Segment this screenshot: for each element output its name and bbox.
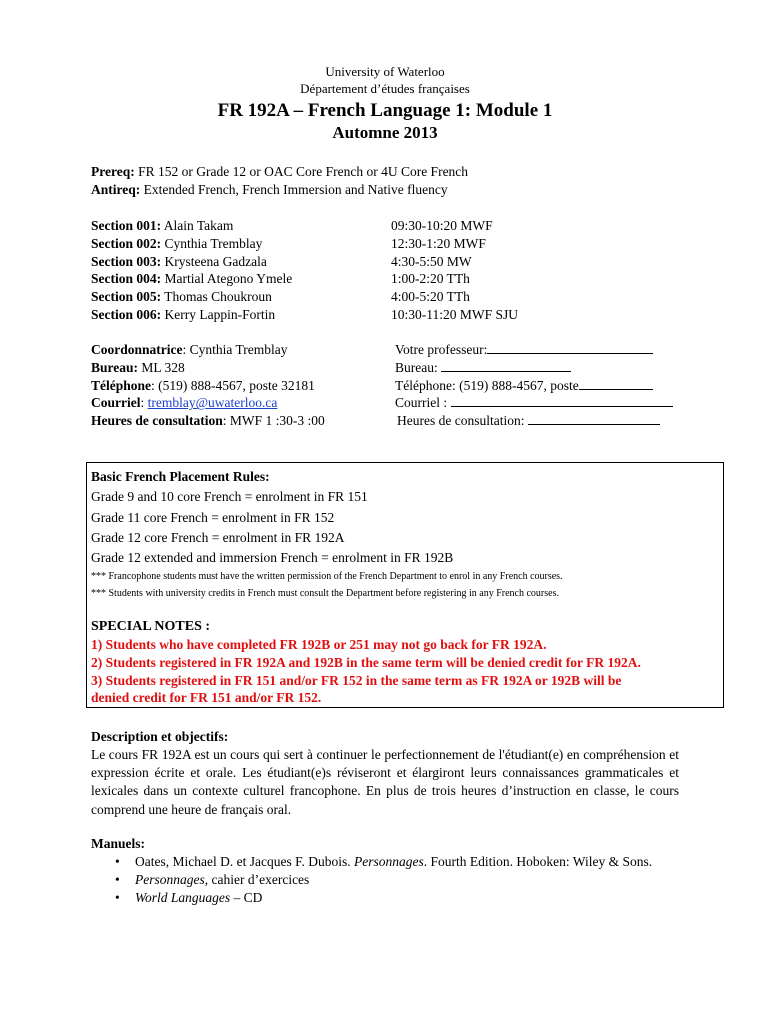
placement-rule: Grade 12 extended and immersion French = enrolment in FR 192B [91,550,454,566]
antireq-line [91,181,448,199]
prof-office-label: Bureau: [395,359,442,375]
item-italic: World Languages [135,890,231,905]
university-name: University of Waterloo [325,64,445,79]
section-label: Section 001: [91,218,162,233]
section-time: 09:30-10:20 MWF [391,218,493,233]
section-instructor: Alain Takam [161,218,234,233]
bullet-icon: • [115,872,120,887]
section-time: 1:00-2:20 TTh [391,271,470,287]
bullet-icon: • [115,854,120,869]
section-list [91,217,292,324]
special-note: denied credit for FR 151 and/or FR 152. [91,690,322,706]
placement-rules-box [86,462,724,708]
section-row [91,253,292,271]
prereq-text: FR 152 or Grade 12 or OAC Core French or 4U Core French [134,164,469,179]
prof-hours-label: Heures de consultation: [397,413,528,429]
section-instructor: Thomas Choukroun [161,289,272,305]
coordinator-info [91,341,325,430]
hours-label: Heures de consultation [91,413,223,429]
professor-fields [395,341,673,430]
antireq-text: Extended French, French Immersion and Native fluency [140,182,448,197]
section-row [91,306,292,324]
section-time: 12:30-1:20 MWF [391,235,486,251]
phone-label: Téléphone [91,377,152,393]
hours-value: : MWF 1 :30-3 :00 [222,413,325,429]
section-label: Section 005: [91,289,162,305]
manuels-title: Manuels: [91,836,145,851]
section-row [91,288,292,306]
email-label: Courriel [91,395,141,411]
placement-title: Basic French Placement Rules: [91,469,270,484]
item-text: . Fourth Edition. Hoboken: Wiley & Sons. [423,854,653,869]
prof-blank [487,341,653,354]
section-label: Section 004: [91,271,162,287]
special-notes-title: SPECIAL NOTES : [91,619,211,635]
section-row [91,235,292,253]
item-italic: Personnages [135,872,205,887]
prof-email-blank [451,394,673,407]
section-label: Section 006: [91,306,162,322]
antireq-label: Antireq: [91,182,141,197]
description-text: Le cours FR 192A est un cours qui sert à continuer le perfectionnement de l'étudiant(e) en compréhension et expression écrite et orale. Les étudiant(e)s réviseront et élargiront leurs connaissances grammaticales et lexicales dans un contexte culturel francophone. En plus de trois heures d’instruction en classe, le cours comprend une heure de français oral. [91,747,679,817]
section-time: 10:30-11:20 MWF SJU [391,306,519,322]
section-label: Section 002: [91,235,162,251]
placement-footnote: *** Students with university credits in French must consult the Department before registering in any French courses. [91,588,559,600]
prof-phone-label: Téléphone: (519) 888-4567, poste [395,377,579,393]
special-note: 1) Students who have completed FR 192B or 251 may not go back for FR 192A. [91,637,547,653]
section-instructor: Cynthia Tremblay [161,235,263,251]
department-name: Département d’études françaises [300,81,470,96]
bullet-icon: • [115,890,120,905]
special-note: 3) Students registered in FR 151 and/or FR 152 in the same term as FR 192A or 192B will be [91,672,622,688]
section-times [391,217,518,324]
course-title: FR 192A – French Language 1: Module 1 [217,100,553,121]
placement-rule: Grade 12 core French = enrolment in FR 192A [91,529,345,545]
term-label: Automne 2013 [332,123,438,142]
section-time: 4:00-5:20 TTh [391,289,470,305]
item-italic: Personnages [354,854,424,869]
email-sep: : [140,395,148,411]
section-row [91,217,292,235]
prof-phone-blank [579,377,653,390]
section-row [91,270,292,288]
phone-value: : (519) 888-4567, poste 32181 [151,377,315,393]
item-text: Oates, Michael D. et Jacques F. Dubois. [135,854,354,869]
prof-email-label: Courriel : [395,395,451,411]
item-text: , cahier d’exercices [204,872,310,887]
description-title: Description et objectifs: [91,729,229,744]
list-item [91,889,691,907]
section-instructor: Kerry Lappin-Fortin [161,306,276,322]
prereq-line [91,163,468,181]
prof-hours-blank [528,412,660,425]
section-instructor: Krysteena Gadzala [161,253,267,269]
email-link[interactable]: tremblay@uwaterloo.ca [147,395,278,411]
office-value: ML 328 [138,359,185,375]
placement-rule: Grade 9 and 10 core French = enrolment in FR 151 [91,489,368,505]
special-note: 2) Students registered in FR 192A and 192B in the same term will be denied credit for FR 192A. [91,655,641,671]
coord-value: : Cynthia Tremblay [182,342,288,357]
section-instructor: Martial Ategono Ymele [161,271,293,287]
prof-label: Votre professeur: [395,342,488,357]
item-text: – CD [230,890,263,905]
manuels-list [91,853,691,907]
list-item [91,871,691,889]
prereq-label: Prereq: [91,164,135,179]
prof-office-blank [441,359,571,372]
list-item [91,853,691,871]
coord-label: Coordonnatrice [91,342,183,357]
section-label: Section 003: [91,253,162,269]
placement-rule: Grade 11 core French = enrolment in FR 152 [91,509,335,525]
office-label: Bureau: [91,359,139,375]
placement-footnote: *** Francophone students must have the written permission of the French Department to enrol in any French courses. [91,571,563,583]
section-time: 4:30-5:50 MW [391,253,472,269]
